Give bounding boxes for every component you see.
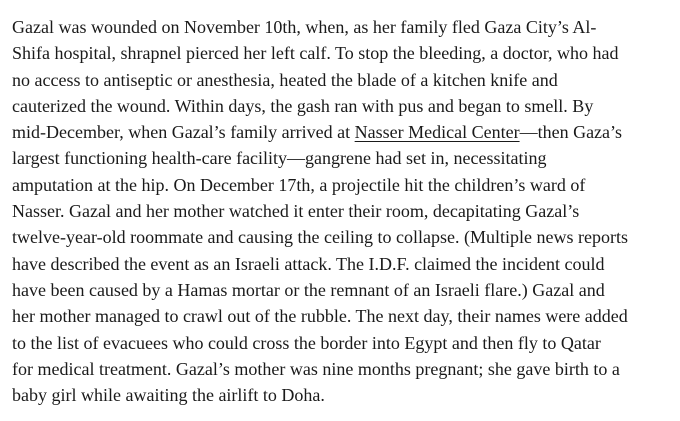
text-line xyxy=(12,119,672,145)
text-segment: —then Gaza’s xyxy=(519,122,623,143)
article-paragraph xyxy=(12,14,672,408)
text-line: her mother managed to crawl out of the rubble. The next day, their names were added xyxy=(12,306,628,327)
text-segment: mid-December, when Gazal’s family arrived at xyxy=(12,122,355,143)
text-line: Gazal was wounded on November 10th, when, as her family fled Gaza City’s Al- xyxy=(12,17,597,37)
text-line: for medical treatment. Gazal’s mother was nine months pregnant; she gave birth to a xyxy=(12,358,620,379)
text-line: amputation at the hip. On December 17th, a projectile hit the children’s ward of xyxy=(12,174,586,195)
text-line: cauterized the wound. Within days, the gash ran with pus and began to smell. By xyxy=(12,95,594,116)
text-line: largest functioning health-care facility—gangrene had set in, necessitating xyxy=(12,148,547,169)
text-line: Nasser. Gazal and her mother watched it enter their room, decapitating Gazal’s xyxy=(12,201,580,222)
text-line: no access to antiseptic or anesthesia, heated the blade of a kitchen knife and xyxy=(12,69,558,90)
text-line: to the list of evacuees who could cross the border into Egypt and then fly to Qatar xyxy=(12,332,601,353)
text-line: Shifa hospital, shrapnel pierced her left calf. To stop the bleeding, a doctor, who had xyxy=(12,43,619,64)
text-line: baby girl while awaiting the airlift to Doha. xyxy=(12,385,325,406)
text-line: have been caused by a Hamas mortar or the remnant of an Israeli flare.) Gazal and xyxy=(12,279,605,300)
text-line: twelve-year-old roommate and causing the ceiling to collapse. (Multiple news reports xyxy=(12,227,628,248)
text-line: have described the event as an Israeli attack. The I.D.F. claimed the incident could xyxy=(12,253,605,274)
nasser-medical-center-link[interactable]: Nasser Medical Center xyxy=(354,122,520,143)
